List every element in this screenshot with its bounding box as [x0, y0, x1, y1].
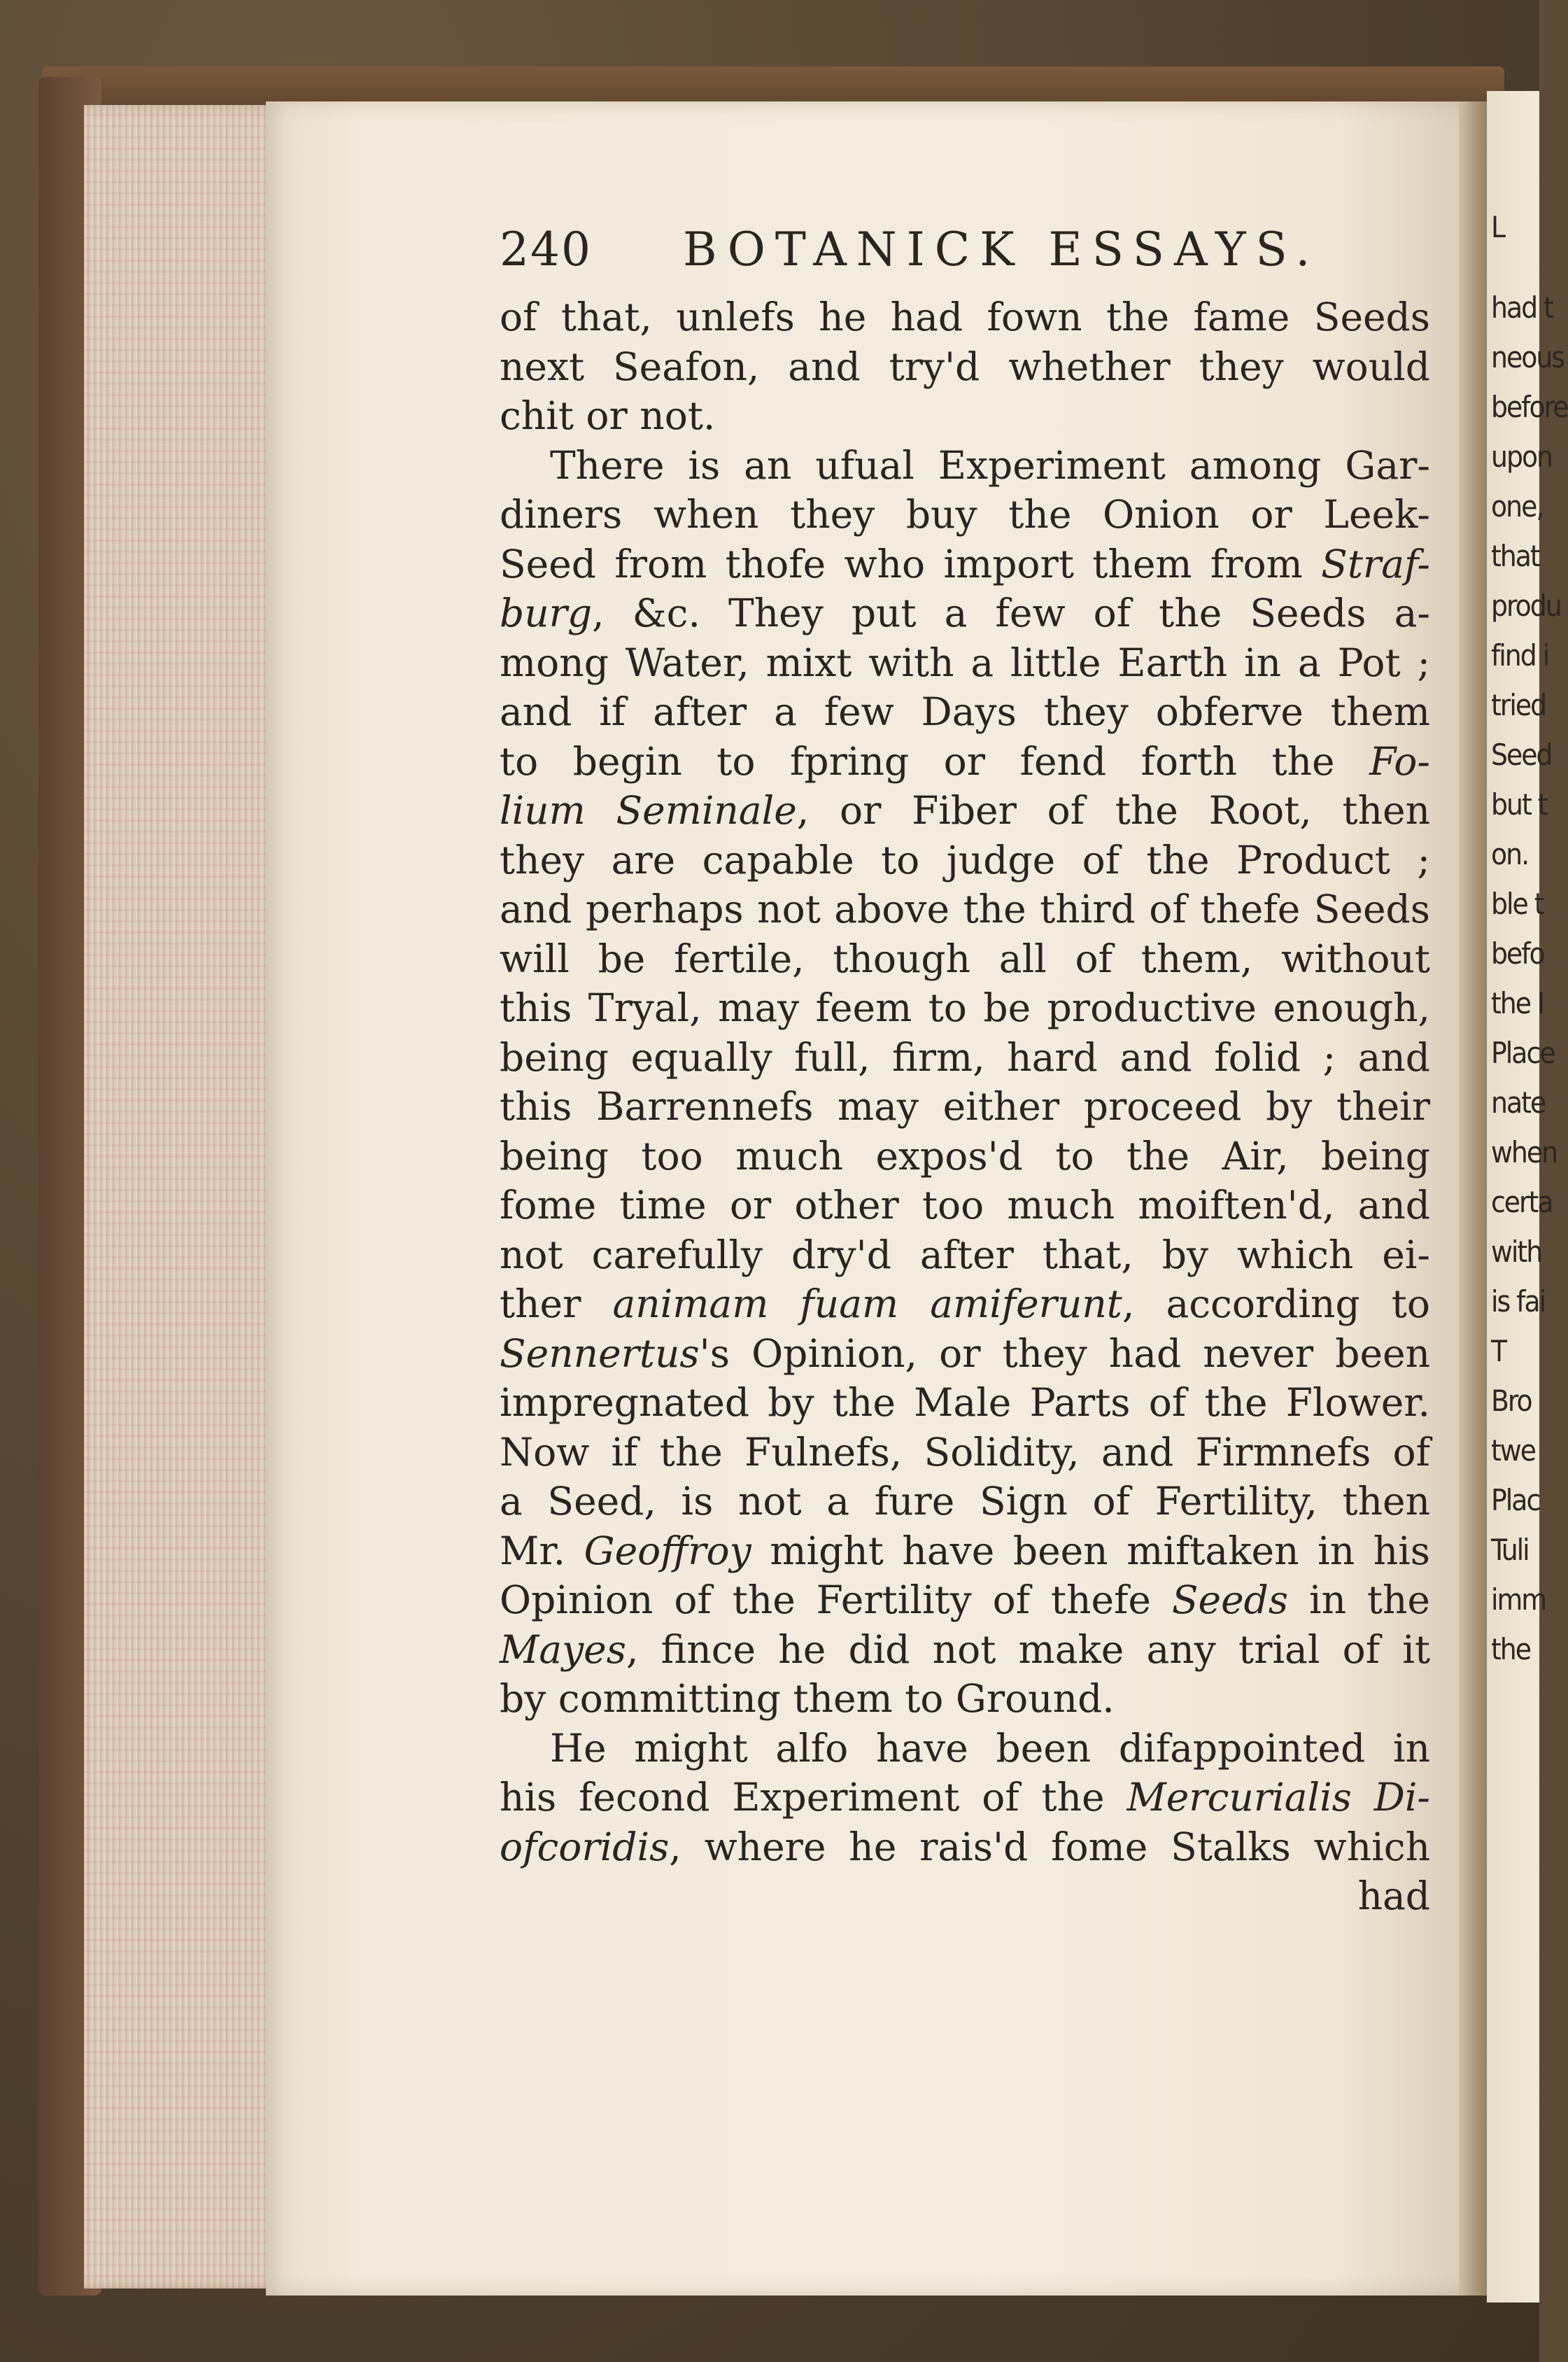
text-line: being too much expos'd to the Air, being	[500, 1133, 1430, 1179]
text-line: burg, &c. They put a few of the Seeds a-	[500, 591, 1430, 635]
facing-line: find i	[1491, 638, 1549, 673]
facing-line: that	[1491, 539, 1539, 573]
facing-line: Bro	[1491, 1384, 1532, 1418]
facing-line: ble t	[1491, 887, 1544, 921]
facing-page-edge	[1487, 91, 1568, 2303]
text-line: Mayes, fince he did not make any trial of it	[500, 1626, 1430, 1672]
facing-line: nate	[1491, 1085, 1546, 1120]
facing-line: certa	[1491, 1185, 1553, 1219]
text-line: Mr. Geoffroy might have been miftaken in his	[500, 1528, 1430, 1573]
facing-line: Place	[1491, 1036, 1555, 1070]
text-line: a Seed, is not a fure Sign of Fertility, then	[500, 1479, 1430, 1524]
text-line: lium Seminale, or Fiber of the Root, then	[500, 788, 1430, 833]
text-line: He might alfo have been difappointed in	[550, 1725, 1430, 1771]
facing-line: befo	[1491, 936, 1544, 971]
facing-line: produ	[1491, 589, 1561, 623]
text-line: will be fertile, though all of them, without	[500, 936, 1430, 981]
facing-line: Plac	[1491, 1483, 1540, 1517]
text-line: ofcoridis, where he rais'd fome Stalks which	[500, 1824, 1430, 1869]
book-gutter	[1459, 101, 1490, 2296]
facing-line: one,	[1491, 489, 1544, 523]
facing-line: is fai	[1491, 1284, 1546, 1319]
facing-line: Tuli	[1491, 1533, 1529, 1567]
facing-line: on.	[1491, 837, 1529, 871]
facing-line: but t	[1491, 787, 1547, 822]
text-line: Seed from thofe who import them from Straf-	[500, 541, 1430, 586]
text-line: mong Water, mixt with a little Earth in a Pot ;	[500, 640, 1430, 685]
facing-line: with	[1491, 1235, 1542, 1269]
running-header	[500, 223, 1437, 279]
running-title: BOTANICK ESSAYS.	[683, 223, 1320, 276]
facing-line: Seed	[1491, 738, 1552, 772]
catchword: had	[1357, 1874, 1430, 1918]
facing-line: the I	[1491, 986, 1544, 1020]
body-text	[500, 293, 1430, 1921]
text-line: to begin to fpring or fend forth the Fo-	[500, 738, 1430, 784]
facing-line: had t	[1491, 290, 1553, 325]
page-edges	[84, 105, 287, 2289]
facing-line: imm	[1491, 1582, 1546, 1617]
text-line: they are capable to judge of the Product ;	[500, 837, 1430, 883]
text-line: of that, unlefs he had fown the fame Seeds	[500, 295, 1430, 339]
text-line: this Tryal, may feem to be productive enough,	[500, 985, 1430, 1030]
text-line: fome time or other too much moiften'd, and	[500, 1183, 1430, 1228]
facing-line: twe	[1491, 1433, 1535, 1468]
facing-line: neous	[1491, 340, 1564, 374]
facing-line: tried	[1491, 688, 1546, 722]
text-line: his fecond Experiment of the Mercurialis Di-	[500, 1775, 1431, 1820]
text-line: impregnated by the Male Parts of the Flower.	[500, 1380, 1430, 1425]
text-line: diners when they buy the Onion or Leek-	[500, 492, 1430, 537]
text-line: this Barrennefs may either proceed by their	[500, 1084, 1430, 1129]
facing-line: upon	[1491, 440, 1553, 474]
page-number: 240	[500, 223, 592, 276]
text-line: and if after a few Days they obferve them	[500, 689, 1430, 734]
facing-line: when	[1491, 1135, 1558, 1169]
text-line: Now if the Fulnefs, Solidity, and Firmnefs of	[500, 1429, 1430, 1475]
text-line: next Seafon, and try'd whether they would	[500, 344, 1430, 389]
facing-line: the	[1491, 1632, 1531, 1666]
text-line: Sennertus's Opinion, or they had never been	[500, 1330, 1430, 1376]
text-line: chit or not.	[500, 393, 716, 438]
text-line: not carefully dry'd after that, by which ei-	[500, 1232, 1430, 1277]
facing-line: before	[1491, 390, 1568, 424]
facing-line: L	[1491, 210, 1505, 244]
text-line: ther animam fuam amiferunt, according to	[500, 1281, 1430, 1326]
facing-line: T	[1491, 1334, 1506, 1368]
text-line: and perhaps not above the third of thefe Seeds	[500, 887, 1430, 932]
text-line: Opinion of the Fertility of thefe Seeds in the	[500, 1577, 1430, 1622]
text-line: There is an ufual Experiment among Gar-	[550, 442, 1430, 488]
text-line: by committing them to Ground.	[500, 1676, 1115, 1721]
text-line: being equally full, firm, hard and folid ; and	[500, 1034, 1430, 1080]
